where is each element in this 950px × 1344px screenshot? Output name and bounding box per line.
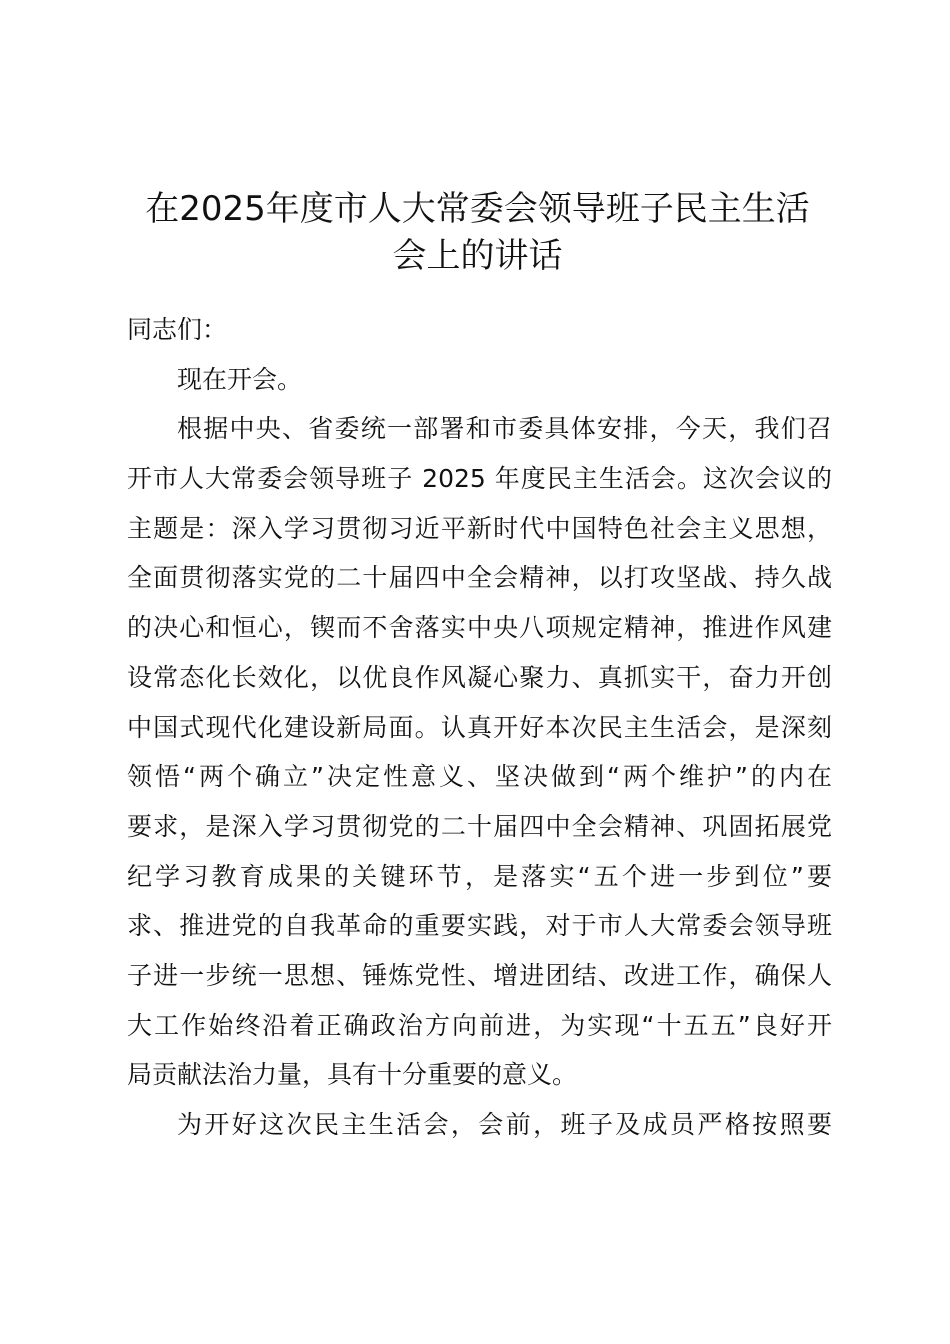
paragraph-line: 全面贯彻落实党的二十届四中全会精神，以打攻坚战、持久战 [127, 563, 832, 593]
paragraph-line: 中国式现代化建设新局面。认真开好本次民主生活会，是深刻 [127, 712, 832, 742]
title-line-1: 在2025年度市人大常委会领导班子民主生活 [145, 189, 810, 229]
paragraph-line: 纪学习教育成果的关键环节，是落实“五个进一步到位”要 [127, 861, 832, 891]
document-title [120, 186, 835, 280]
paragraph [127, 355, 832, 405]
paragraph-line: 设常态化长效化，以优良作风凝心聚力、真抓实干，奋力开创 [127, 662, 832, 692]
paragraph-line: 子进一步统一思想、锤炼党性、增进团结、改进工作，确保人 [127, 960, 832, 990]
paragraph-line: 的决心和恒心，锲而不舍落实中央八项规定精神，推进作风建 [127, 613, 832, 643]
paragraph-line: 要求，是深入学习贯彻党的二十届四中全会精神、巩固拓展党 [127, 811, 832, 841]
paragraph [127, 404, 832, 1100]
title-line-2: 会上的讲话 [392, 236, 563, 276]
paragraph-line: 开市人大常委会领导班子 2025 年度民主生活会。这次会议的 [127, 464, 832, 494]
paragraph [127, 1100, 832, 1150]
paragraph-line: 领悟“两个确立”决定性意义、坚决做到“两个维护”的内在 [127, 762, 832, 792]
paragraph-line: 为开好这次民主生活会，会前，班子及成员严格按照要 [177, 1110, 832, 1139]
paragraph-line: 根据中央、省委统一部署和市委具体安排，今天，我们召 [177, 414, 832, 444]
paragraph-line: 主题是：深入学习贯彻习近平新时代中国特色社会主义思想， [127, 513, 832, 543]
salutation: 同志们： [127, 315, 228, 344]
document-body [127, 305, 832, 1150]
paragraph-line: 大工作始终沿着正确政治方向前进，为实现“十五五”良好开 [127, 1010, 832, 1040]
paragraph-line: 局贡献法治力量，具有十分重要的意义。 [127, 1060, 578, 1090]
paragraph-line: 求、推进党的自我革命的重要实践，对于市人大常委会领导班 [127, 911, 832, 941]
paragraph-line: 现在开会。 [177, 364, 303, 394]
